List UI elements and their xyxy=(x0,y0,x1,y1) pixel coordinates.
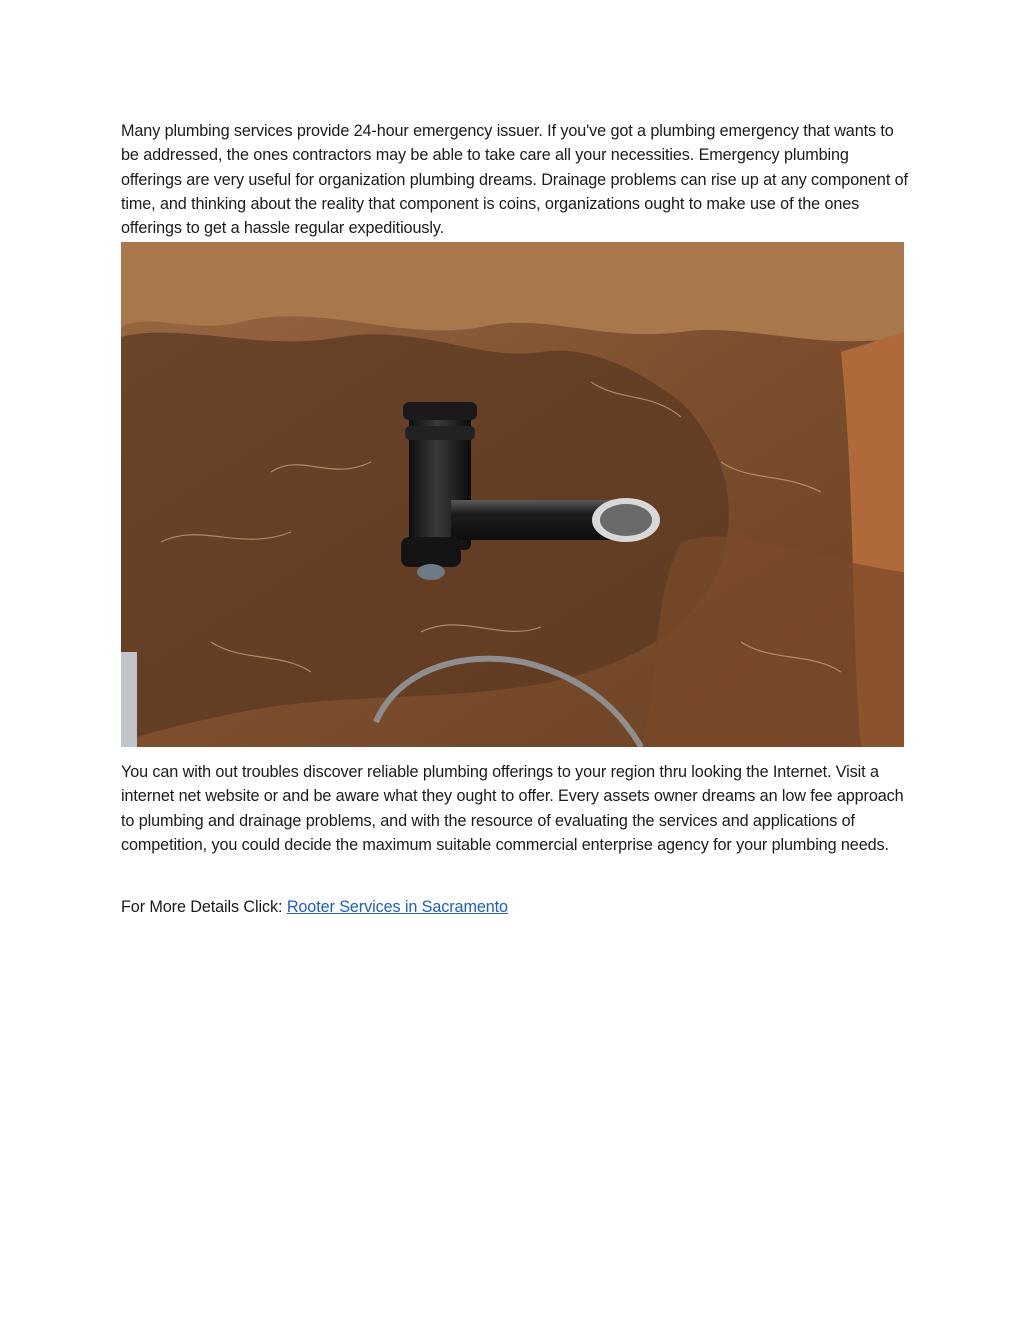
details-prefix: For More Details Click: xyxy=(121,898,287,916)
details-line xyxy=(121,895,911,919)
body-paragraph: You can with out troubles discover reliable plumbing offerings to your region thru looking the Internet. Visit a internet net website or and be aware what they ought to offer. Every assets owner dreams an low fee approach to plumbing and drainage problems, and with the resource of evaluating the services and applications of competition, you could decide the maximum suitable commercial enterprise agency for your plumbing needs. xyxy=(121,763,904,854)
intro-paragraph: Many plumbing services provide 24-hour emergency issuer. If you've got a plumbing emergency that wants to be addressed, the ones contractors may be able to take care all your necessities. Emergency plumbing offerings are very useful for organization plumbing dreams. Drainage problems can rise up at any component of time, and thinking about the reality that component is coins, organizations ought to make use of the ones offerings to get a hassle regular expeditiously. xyxy=(121,122,908,238)
plumbing-photo xyxy=(121,242,904,747)
rooter-services-link[interactable]: Rooter Services in Sacramento xyxy=(286,898,508,916)
